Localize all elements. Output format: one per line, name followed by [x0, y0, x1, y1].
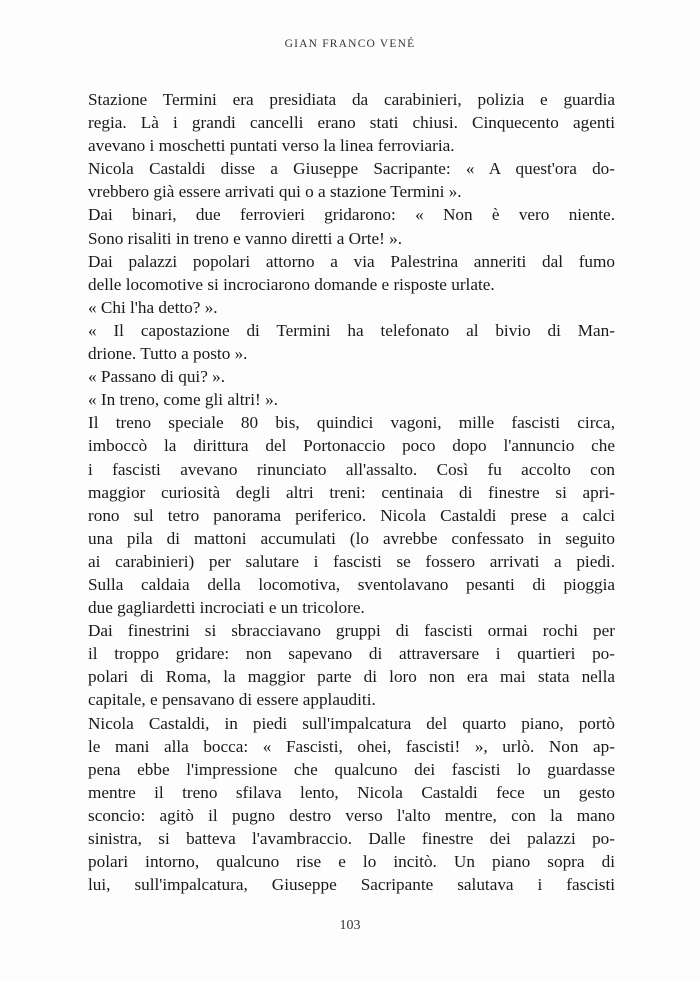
running-head: GIAN FRANCO VENÉ [284, 38, 416, 50]
text-line: regia. Là i grandi cancelli erano stati chiusi. Cinquecento agenti [88, 113, 615, 133]
text-line: sconcio: agitò il pugno destro verso l'alto mentre, con la mano [88, 805, 615, 825]
text-line: « In treno, come gli altri! ». [88, 390, 278, 410]
text-line: Sono risaliti in treno e vanno diretti a Orte! ». [88, 228, 403, 248]
text-line: vrebbero già essere arrivati qui o a stazione Termini ». [88, 182, 462, 202]
text-line: Nicola Castaldi, in piedi sull'impalcatura del quarto piano, portò [88, 713, 615, 733]
text-line: polari di Roma, la maggior parte di loro non era mai stata nella [88, 667, 615, 687]
text-line: sinistra, si batteva l'avambraccio. Dalle finestre dei palazzi po- [88, 829, 615, 848]
text-line: pena ebbe l'impressione che qualcuno dei fascisti lo guardasse [88, 759, 615, 779]
text-line: « Chi l'ha detto? ». [88, 297, 218, 317]
text-line: « Passano di qui? ». [88, 367, 226, 387]
text-line: polari intorno, qualcuno rise e lo incitò. Un piano sopra di [88, 852, 615, 872]
text-line: mentre il treno sfilava lento, Nicola Castaldi fece un gesto [88, 782, 615, 802]
text-line: Il treno speciale 80 bis, quindici vagoni, mille fascisti circa, [88, 413, 615, 433]
text-line: lui, sull'impalcatura, Giuseppe Sacripante salutava i fascisti [88, 875, 615, 895]
text-line: i fascisti avevano rinunciato all'assalto. Così fu accolto con [88, 459, 615, 479]
text-line: Nicola Castaldi disse a Giuseppe Sacripante: « A quest'ora do- [88, 159, 615, 179]
text-line: rono sul tetro panorama periferico. Nicola Castaldi prese a calci [88, 505, 615, 525]
text-line: Dai binari, due ferrovieri gridarono: « Non è vero niente. [88, 205, 615, 225]
text-line: capitale, e pensavano di essere applauditi. [88, 690, 376, 710]
text-line: ai carabinieri) per salutare i fascisti se fossero arrivati a piedi. [88, 551, 615, 571]
text-line: « Il capostazione di Termini ha telefonato al bivio di Man- [88, 320, 615, 340]
text-line: avevano i moschetti puntati verso la linea ferroviaria. [88, 136, 455, 156]
text-line: il troppo gridare: non sapevano di attraversare i quartieri po- [88, 644, 615, 664]
text-line: drione. Tutto a posto ». [88, 344, 248, 364]
text-line: Dai finestrini si sbracciavano gruppi di fascisti ormai rochi per [88, 621, 615, 641]
text-line: Stazione Termini era presidiata da carabinieri, polizia e guardia [88, 90, 615, 109]
text-line: una pila di mattoni accumulati (lo avrebbe confessato in seguito [88, 528, 615, 548]
text-line: maggior curiosità degli altri treni: centinaia di finestre si apri- [88, 482, 615, 502]
text-line: imboccò la dirittura del Portonaccio poco dopo l'annuncio che [88, 436, 615, 456]
page-number: 103 [339, 918, 361, 933]
body-text [88, 88, 615, 896]
text-line: delle locomotive si incrociarono domande e risposte urlate. [88, 274, 495, 294]
text-line: Dai palazzi popolari attorno a via Palestrina anneriti dal fumo [88, 251, 615, 271]
text-line: Sulla caldaia della locomotiva, sventolavano pesanti di pioggia [88, 574, 615, 594]
text-line: due gagliardetti incrociati e un tricolore. [88, 598, 365, 618]
text-line: le mani alla bocca: « Fascisti, ohei, fascisti! », urlò. Non ap- [88, 736, 615, 756]
